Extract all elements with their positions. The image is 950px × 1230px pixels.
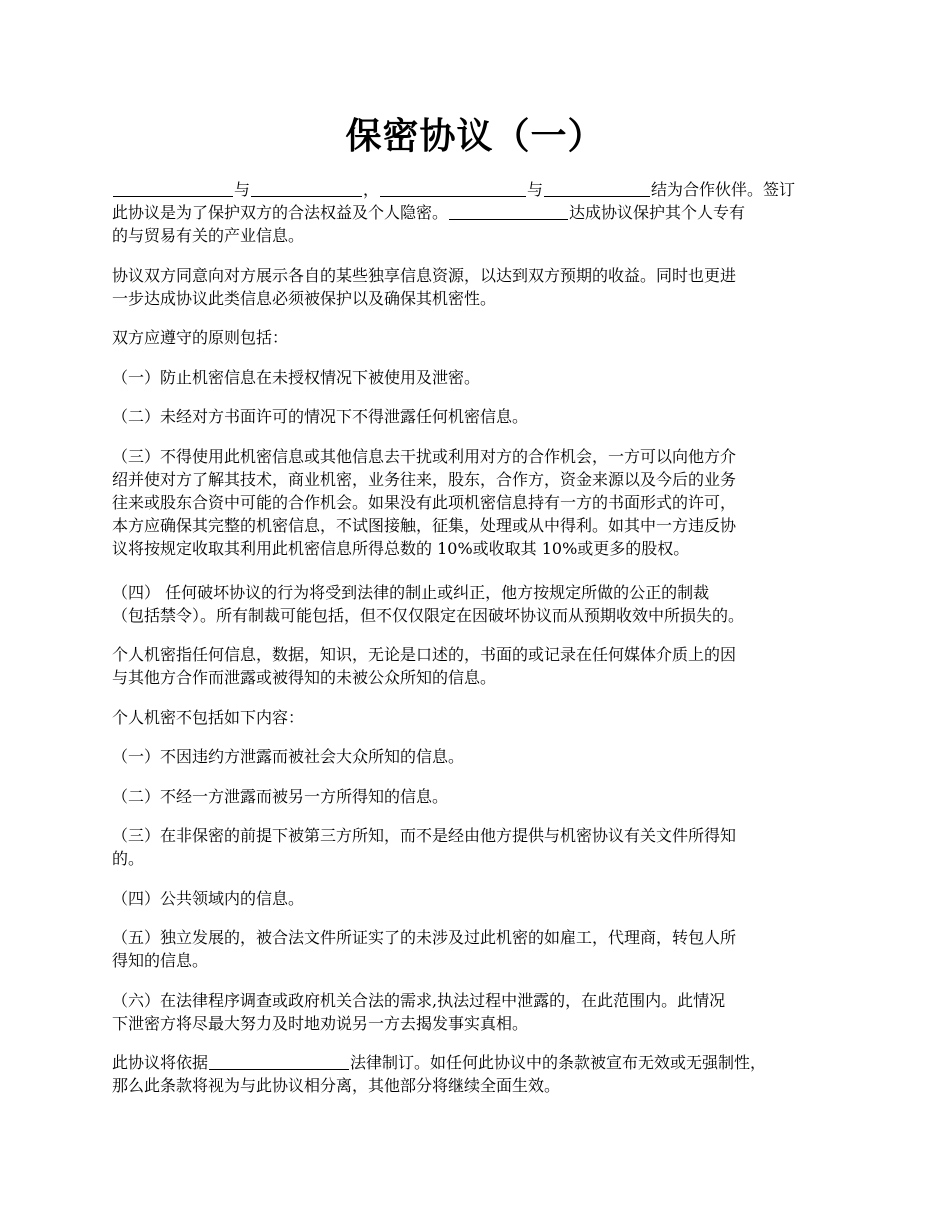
document-title: 保密协议（一） bbox=[345, 115, 605, 157]
blank-governing-law[interactable] bbox=[209, 1068, 349, 1070]
text-line: 往来或股东合资中可能的合作机会。如果没有此项机密信息持有一方的书面形式的许可， bbox=[112, 492, 737, 512]
paragraph-3 bbox=[112, 326, 852, 349]
text-comma: ， bbox=[363, 180, 380, 199]
paragraph-14 bbox=[112, 926, 852, 972]
text-line: （二）不经一方泄露而被另一方所得知的信息。 bbox=[112, 786, 449, 806]
paragraph-16 bbox=[112, 1051, 852, 1097]
paragraph-7 bbox=[112, 581, 852, 627]
blank-party-c[interactable] bbox=[380, 195, 526, 197]
paragraph-10 bbox=[112, 745, 852, 768]
law-text-b: 法律制订。如任何此协议中的条款被宣布无效或无强制性， bbox=[350, 1053, 767, 1072]
text-line: 得知的信息。 bbox=[112, 951, 209, 970]
paragraph-2 bbox=[112, 264, 852, 310]
blank-party-a[interactable] bbox=[113, 195, 233, 197]
text-line: （四） 任何破坏协议的行为将受到法律的制止或纠正，他方按规定所做的公正的制裁 bbox=[112, 582, 710, 602]
paragraph-4 bbox=[112, 366, 852, 389]
text-line: 那么此条款将视为与此协议相分离，其他部分将继续全面生效。 bbox=[112, 1076, 561, 1095]
text-line: 一步达成协议此类信息必须被保护以及确保其机密性。 bbox=[112, 288, 497, 308]
intro-line-3: 的与贸易有关的产业信息。 bbox=[112, 226, 305, 245]
text-line: （一）不因违约方泄露而被社会大众所知的信息。 bbox=[112, 747, 465, 766]
text-line: （六）在法律程序调查或政府机关合法的需求,执法过程中泄露的，在此范围内。此情况 bbox=[112, 990, 726, 1010]
text-line: 本方应确保其完整的机密信息，不试图接触，征集，处理或从中得利。如其中一方违反协 bbox=[112, 515, 737, 535]
text-line: 议将按规定收取其利用此机密信息所得总数的 10%或收取其 10%或更多的股权。 bbox=[112, 538, 690, 558]
text-partners: 结为合作伙伴。签订 bbox=[651, 180, 796, 199]
law-line-1 bbox=[112, 1051, 852, 1074]
paragraph-11 bbox=[112, 785, 852, 808]
text-line: （四）公共领域内的信息。 bbox=[112, 888, 305, 908]
paragraph-8 bbox=[112, 643, 852, 689]
text-line: 下泄密方将尽最大努力及时地劝说另一方去揭发事实真相。 bbox=[112, 1013, 529, 1033]
blank-party-b[interactable] bbox=[251, 195, 362, 197]
text-line: 个人机密指任何信息，数据，知识，无论是口述的，书面的或记录在任何媒体介质上的因 bbox=[112, 645, 737, 664]
text-line: 与其他方合作而泄露或被得知的未被公众所知的信息。 bbox=[112, 668, 497, 687]
intro-line-1 bbox=[112, 178, 852, 201]
law-text-a: 此协议将依据 bbox=[112, 1053, 209, 1072]
paragraph-intro bbox=[112, 178, 852, 247]
text-line: 的。 bbox=[112, 849, 145, 868]
intro-line-2 bbox=[112, 201, 852, 224]
text-line: 个人机密不包括如下内容： bbox=[112, 707, 305, 727]
text-line: （三）不得使用此机密信息或其他信息去干扰或利用对方的合作机会，一方可以向他方介 bbox=[112, 446, 737, 466]
text-with-2: 与 bbox=[527, 180, 544, 199]
text-line: （五）独立发展的，被合法文件所证实了的未涉及过此机密的如雇工，代理商，转包人所 bbox=[112, 928, 737, 947]
text-line: 协议双方同意向对方展示各自的某些独享信息资源，以达到双方预期的收益。同时也更进 bbox=[112, 265, 737, 285]
blank-party-d[interactable] bbox=[544, 195, 650, 197]
paragraph-15 bbox=[112, 989, 852, 1035]
text-line: 绍并使对方了解其技术，商业机密，业务往来，股东，合作方，资金来源以及今后的业务 bbox=[112, 469, 737, 489]
intro-text-a: 此协议是为了保护双方的合法权益及个人隐密。 bbox=[112, 203, 449, 222]
document-body bbox=[112, 178, 852, 1097]
paragraph-6 bbox=[112, 445, 852, 560]
text-line: （三）在非保密的前提下被第三方所知，而不是经由他方提供与机密协议有关文件所得知 bbox=[112, 826, 737, 845]
text-with-1: 与 bbox=[234, 180, 251, 199]
paragraph-13 bbox=[112, 887, 852, 910]
text-line: （二）未经对方书面许可的情况下不得泄露任何机密信息。 bbox=[112, 407, 529, 426]
intro-text-b: 达成协议保护其个人专有 bbox=[569, 203, 746, 222]
paragraph-5 bbox=[112, 405, 852, 428]
paragraph-12 bbox=[112, 824, 852, 870]
text-line: （一）防止机密信息在未授权情况下被使用及泄密。 bbox=[112, 367, 481, 387]
blank-party-e[interactable] bbox=[449, 218, 568, 220]
text-line: 双方应遵守的原则包括： bbox=[112, 328, 289, 347]
text-line: （包括禁令）。所有制裁可能包括，但不仅仅限定在因破坏协议而从预期收效中所损失的。 bbox=[112, 605, 745, 625]
paragraph-9 bbox=[112, 706, 852, 729]
